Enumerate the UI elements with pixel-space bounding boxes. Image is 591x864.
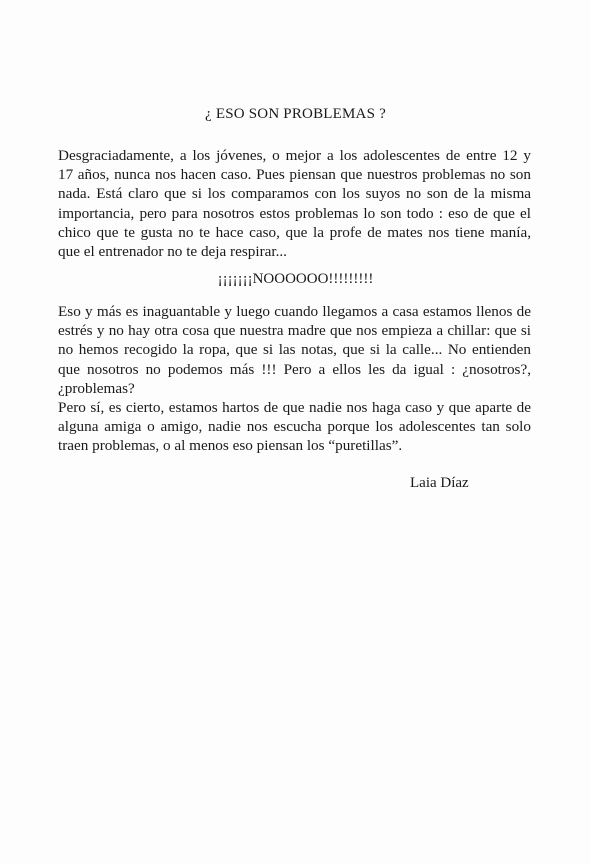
paragraph-line: 17 años, nunca nos hacen caso. Pues piensan que nuestros problemas no son [58,166,531,184]
paragraph-line: Desgraciadamente, a los jóvenes, o mejor a los adolescentes de entre 12 y [58,147,531,164]
author-signature: Laia Díaz [410,475,469,491]
paragraph-line: nada. Está claro que si los comparamos con los suyos no son de la misma [58,185,531,203]
paragraph-line: importancia, pero para nosotros estos problemas lo son todo : eso de que el [58,204,531,222]
paragraph-line: no hemos recogido la ropa, que si las notas, que si la calle... No entienden [58,341,531,359]
paragraph-2 [58,302,531,398]
paragraph-line: Eso y más es inaguantable y luego cuando llegamos a casa estamos llenos de [58,303,531,320]
paragraph-1 [58,146,531,261]
paragraph-3 [58,398,531,456]
paragraph-line: ¿problemas? [58,379,135,397]
paragraph-line: alguna amiga o amigo, nadie nos escucha porque los adolescentes tan solo [58,418,531,436]
exclamation-line: ¡¡¡¡¡¡¡NOOOOOO!!!!!!!!! [217,271,374,287]
paragraph-line: estrés y no hay otra cosa que nuestra madre que nos empieza a chillar: que si [58,322,531,340]
paragraph-line: traen problemas, o al menos eso piensan los “puretillas”. [58,437,403,455]
paragraph-line: Pero sí, es cierto, estamos hartos de que nadie nos haga caso y que aparte de [58,399,531,416]
document-title: ¿ ESO SON PROBLEMAS ? [205,106,386,122]
paragraph-line: chico que te gusta no te hace caso, que la profe de mates nos tiene manía, [58,223,531,241]
paragraph-line: que el entrenador no te deja respirar... [58,243,287,261]
paragraph-line: que nosotros no podemos más !!! Pero a ellos les da igual : ¿nosotros?, [58,360,531,378]
